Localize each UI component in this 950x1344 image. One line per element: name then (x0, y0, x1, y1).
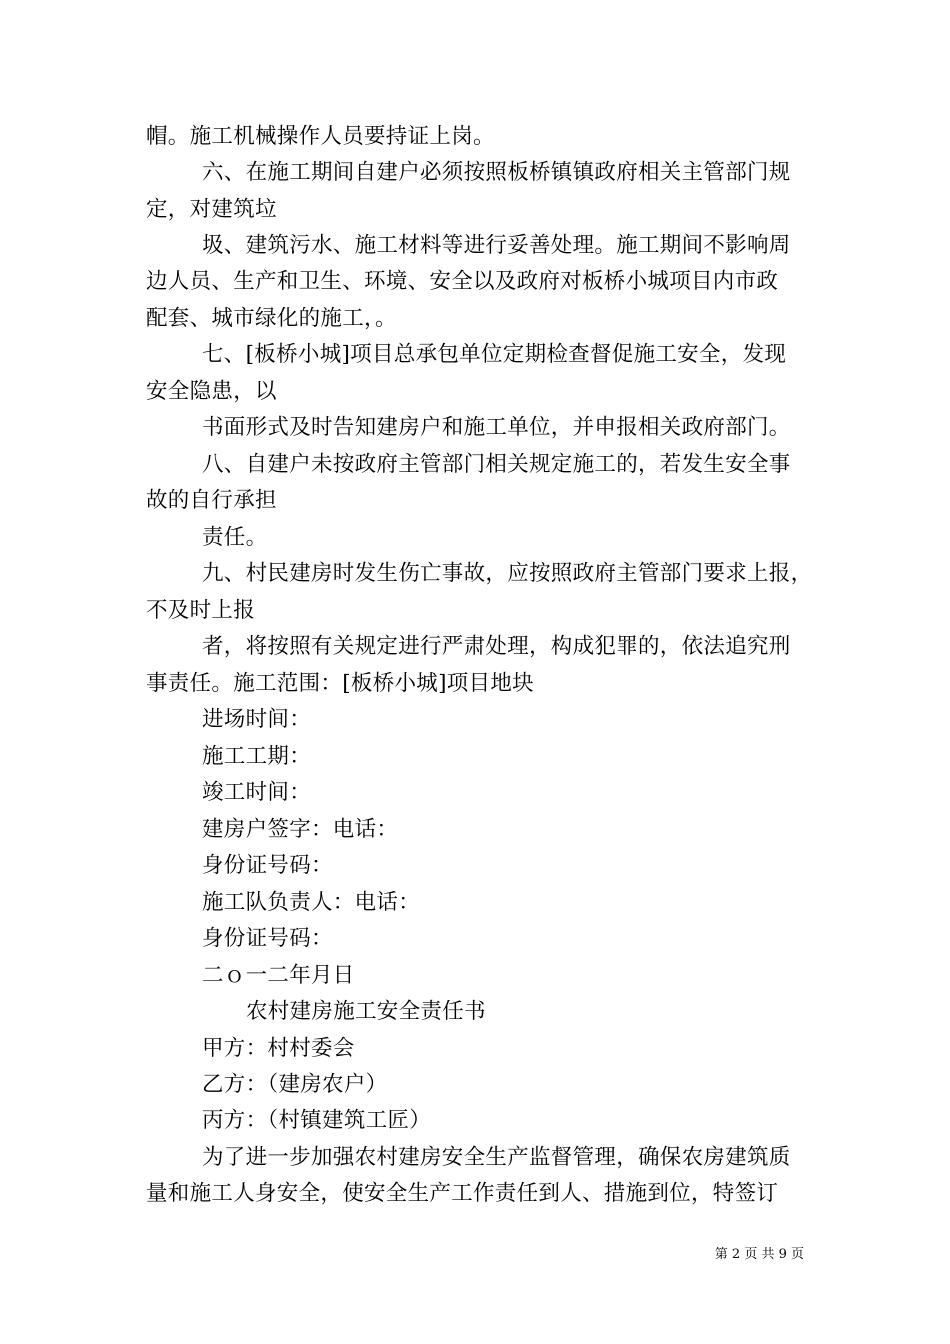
text-line: 者，将按照有关规定进行严肃处理，构成犯罪的，依法追究刑 (202, 634, 791, 659)
text-line: 事责任。施工范围：[板桥小城]项目地块 (146, 671, 534, 696)
text-line: 为了进一步加强农村建房安全生产监督管理，确保农房建筑质 (202, 1145, 791, 1170)
text-line: 量和施工人身安全，使安全生产工作责任到人、措施到位，特签订 (146, 1181, 779, 1206)
text-line: 九、村民建房时发生伤亡事故，应按照政府主管部门要求上报， (202, 561, 813, 586)
text-line: 故的自行承担 (146, 488, 277, 513)
text-line: 定，对建筑垃 (146, 197, 277, 222)
page-number: 第 2 页 共 9 页 (714, 1247, 804, 1262)
text-line: 边人员、生产和卫生、环境、安全以及政府对板桥小城项目内市政 (146, 269, 779, 294)
text-line: 乙方：（建房农户） (202, 1072, 388, 1097)
document-title: 农村建房施工安全责任书 (246, 999, 486, 1024)
text-line: 进场时间： (202, 707, 312, 732)
text-line: 书面形式及时告知建房户和施工单位，并申报相关政府部门。 (202, 415, 791, 440)
text-line: 责任。 (202, 525, 268, 550)
text-line: 不及时上报 (146, 598, 256, 623)
text-line: 二ｏ一二年月日 (202, 963, 355, 988)
text-line: 配套、城市绿化的施工，。 (146, 306, 397, 331)
text-line: 圾、建筑污水、施工材料等进行妥善处理。施工期间不影响周 (202, 233, 791, 258)
text-line: 施工工期： (202, 744, 312, 769)
text-line: 八、自建户未按政府主管部门相关规定施工的，若发生安全事 (202, 452, 791, 477)
text-line: 六、在施工期间自建户必须按照板桥镇镇政府相关主管部门规 (202, 160, 791, 185)
text-line: 竣工时间： (202, 780, 312, 805)
text-line: 施工队负责人：电话： (202, 890, 421, 915)
text-line: 甲方：村村委会 (202, 1036, 355, 1061)
text-line: 安全隐患，以 (146, 379, 277, 404)
text-line: 丙方：（村镇建筑工匠） (202, 1108, 432, 1133)
text-line: 建房户签字：电话： (202, 817, 399, 842)
text-line: 帽。施工机械操作人员要持证上岗。 (146, 124, 495, 149)
text-line: 七、[板桥小城]项目总承包单位定期检查督促施工安全，发现 (202, 342, 787, 367)
text-line: 身份证号码： (202, 853, 333, 878)
text-line: 身份证号码： (202, 926, 333, 951)
